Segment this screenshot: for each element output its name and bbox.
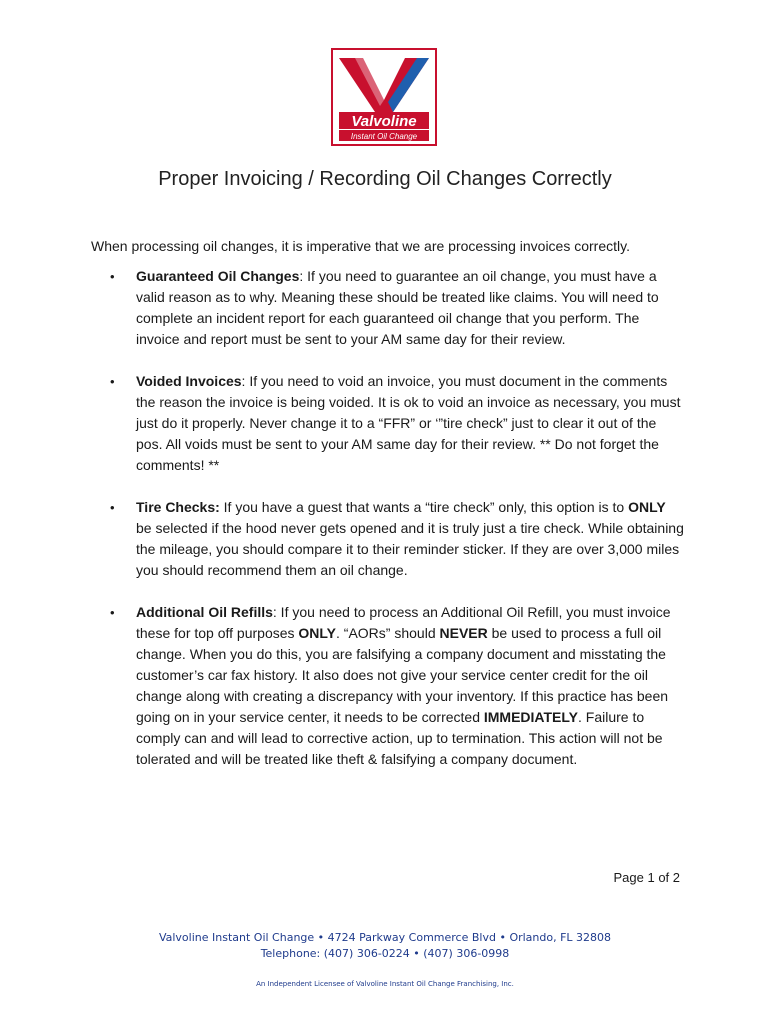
bullet-text: be used to process a full oil change. When you do this, you are falsifying a company document and misstating the customer’s car fax history. It also does not give your service center credit for the oil change along with creating a discrepancy with your inventory. If this practice has been going on in your service center, it needs to be corrected (136, 625, 669, 725)
bullet-text: be selected if the hood never gets opened and it is truly just a tire check. While obtaining the mileage, you should compare it to their reminder sticker. If they are over 3,000 miles you should recommend them an oil change. (136, 520, 684, 578)
bullet-heading: Guaranteed Oil Changes (136, 268, 300, 284)
intro-paragraph: When processing oil changes, it is imperative that we are processing invoices correctly. (91, 238, 630, 254)
bullet-list (110, 266, 685, 791)
bullet-heading: Additional Oil Refills (136, 604, 273, 620)
valvoline-logo (331, 48, 437, 146)
bullet-text: : If you need to process an Additional Oil Refill, you must invoice these for top off purposes (136, 604, 671, 641)
bullet-icon: • (110, 605, 115, 620)
bullet-icon: • (110, 269, 115, 284)
bullet-text: : If you need to guarantee an oil change, you must have a valid reason as to why. Meaning these should be treated like claims. You will need to complete an incident report for each guaranteed oil change that you perform. The invoice and report must be sent to your AM same day for their review. (136, 268, 659, 347)
document-title: Proper Invoicing / Recording Oil Changes Correctly (158, 168, 612, 190)
bullet-additional-oil-refills (110, 602, 685, 770)
emphasis-text: ONLY (628, 499, 666, 515)
bullet-tire-checks (110, 497, 685, 581)
bullet-icon: • (110, 374, 115, 389)
bullet-heading: Tire Checks: (136, 499, 220, 515)
bullet-text: . Failure to comply can and will lead to corrective action, up to termination. This action will not be tolerated and will be treated like theft & falsifying a company document. (136, 709, 663, 767)
footer-address: Valvoline Instant Oil Change • 4724 Parkway Commerce Blvd • Orlando, FL 32808 (158, 931, 612, 944)
footer-telephone: Telephone: (407) 306-0224 • (407) 306-0998 (260, 947, 510, 960)
emphasis-text: NEVER (439, 625, 488, 641)
bullet-icon: • (110, 500, 115, 515)
bullet-heading: Voided Invoices (136, 373, 242, 389)
footer-licensee: An Independent Licensee of Valvoline Instant Oil Change Franchising, Inc. (256, 980, 514, 988)
bullet-voided-invoices (110, 371, 685, 476)
svg-text:Instant Oil Change: Instant Oil Change (350, 132, 418, 141)
bullet-text: If you have a guest that wants a “tire check” only, this option is to (219, 499, 629, 515)
bullet-text: . “AORs” should (336, 625, 440, 641)
page-number: Page 1 of 2 (613, 870, 680, 885)
svg-text:Valvoline: Valvoline (351, 113, 417, 130)
emphasis-text: IMMEDIATELY (483, 709, 578, 725)
emphasis-text: ONLY (298, 625, 337, 641)
bullet-guaranteed-oil-changes (110, 266, 685, 350)
bullet-text: : If you need to void an invoice, you must document in the comments the reason the invoice is being voided. It is ok to void an invoice as necessary, you must just do it properly. Never change it to a “FFR” or ‘”tire check” just to clear it out of the pos. All voids must be sent to your AM same day for their review. ** Do not forget the comments! ** (136, 373, 681, 473)
